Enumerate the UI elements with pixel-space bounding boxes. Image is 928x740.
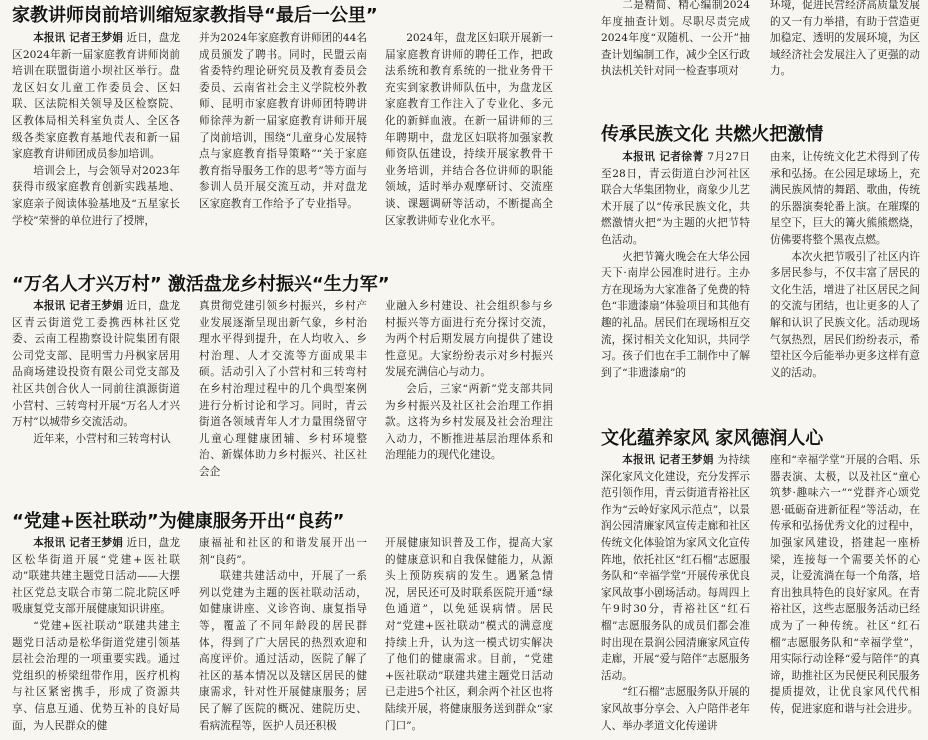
- paragraph: 二是精简、精心编制2024年度抽查计划。尽职尽责完成2024年度“双随机、一公开”抽查计划编制工作，减少全区行政执法机关针对同一检查事项对: [601, 0, 750, 78]
- paragraph: 座和“幸福学堂”开展的合唱、乐器表演、太极，以及社区“童心筑梦·趣味六一”“党群齐心颂党恩·砥砺奋进新征程”等活动，在传承和弘扬优秀文化的过程中，加强家风建设，搭建起一座桥梁，连接每一个需要关怀的心灵，让爱流淌在每一个角落，培育出独具特色的良好家风。在青裕社区，这些志愿服务活动已经成为了一种传统。社区“红石榴”志愿服务队和“幸福学堂”，用实际行动诠释“爱与陪伴”的真谛，助推社区为民便民利民服务提质提效，让优良家风代代相传，促进家庭和谐与社会进步。: [770, 454, 920, 715]
- article-column-1: [601, 0, 750, 83]
- headline: “万名人才兴万村” 激活盘龙乡村振兴“生力军”: [12, 274, 390, 295]
- article-column-3: [385, 535, 553, 740]
- paragraph: 环境，促进民营经济高质量发展的又一有力举措，有助于营造更加稳定、透明的发展环境，为区域经济社会发展注入了更强的动力。: [770, 0, 920, 78]
- byline: 本报讯 记者徐菁: [622, 151, 704, 163]
- paragraph: 近日，盘龙区青云街道党工委携西林社区党委、云南工程勘察设计院集团有限公司党支部、昆明雪力丹枫家居用品商场建设投资有限公司党支部及社区共创合伙人一同前往滇源街道小营村、三转弯村开展“万名人才兴万村”以城带乡交流活动。: [12, 300, 181, 429]
- paragraph: 近日，盘龙区松华街道开展“党建+医社联动”联建共建主题党日活动——大摆社区党总支联合市第二院北院区呼吸康复党支部开展健康知识讲座。: [12, 537, 181, 616]
- article-column-1: [12, 535, 180, 740]
- paragraph: 近年来，小营村和三转弯村认: [33, 432, 171, 445]
- paragraph: 本次火把节吸引了社区内许多居民参与，不仅丰富了居民的文化生活，增进了社区居民之间的交流与团结，也让更多的人了解和认识了民族文化。活动现场气氛热烈，居民们纷纷表示，希望社区今后能举办更多这样有意义的活动。: [770, 250, 920, 379]
- article-column-2: [770, 149, 920, 389]
- article-column-1: [601, 149, 750, 389]
- paragraph: 火把节篝火晚会在大华公园天下·南岸公园准时进行。主办方在现场为大家准备了免费的特色“非遗漆扇”体验项目和其他有趣的礼品。居民们在现场相互交流，探讨相关文化知识，共同学习。孩子们也在手工制作中了解到了“非遗漆扇”的: [601, 250, 750, 379]
- paragraph: 业融入乡村建设、社会组织参与乡村振兴等方面进行充分探讨交流，为两个村后期发展方向提供了建设性意见。大家纷纷表示对乡村振兴发展充满信心与动力。: [385, 300, 553, 379]
- paragraph: “党建+医社联动”联建共建主题党日活动是松华街道党建引领基层社会治理的一项重要实践。通过党组织的桥梁纽带作用，医疗机构与社区紧密携手，形成了资源共享、信息互通、优势互补的良好局面，为人民群众的健: [12, 619, 180, 732]
- article-column-3: [385, 30, 553, 237]
- article-column-2: [770, 0, 920, 83]
- paragraph: “红石榴”志愿服务队开展的家风故事分享会、入户陪伴老年人、举办孝道文化传递讲: [601, 686, 750, 732]
- headline: 文化蕴养家风 家风德润人心: [601, 428, 824, 449]
- article-column-1: [601, 452, 750, 740]
- paragraph: 7月27日至28日，青云街道白沙河社区联合大华集团物业，商象少儿艺术开展了以“传承民族文化，共燃激情火把”为主题的火把节特色活动。: [601, 151, 750, 246]
- paragraph: 2024年，盘龙区妇联开展新一届家庭教育讲师的聘任工作，把政法系统和教育系统的一批业务骨干充实到家教讲师队伍中，为盘龙区家庭教育工作注入了专业化、多元化的新鲜血液。在新一届讲师的三年聘期中，盘龙区妇联将加强家教师资队伍建设，持续开展家教骨干业务培训，并结合各位讲师的职能领域，适时举办观摩研讨、交流座谈、课题调研等活动，不断提高全区家教讲师专业化水平。: [385, 32, 553, 227]
- byline: 本报讯 记者王梦娟: [33, 300, 123, 312]
- paragraph: 联建共建活动中，开展了一系列以党建为主题的医社联动活动，如健康讲座、义诊咨询、康复指导等，覆盖了不同年龄段的居民群体，得到了广大居民的热烈欢迎和高度评价。通过活动，医院了解了社区的基本情况以及辖区居民的健康需求，针对性开展健康服务；居民了解了医院的概况、建院历史、看病流程等，医护人员还积极: [199, 570, 367, 732]
- article-column-2: [199, 298, 367, 478]
- article-column-2: [770, 452, 920, 740]
- paragraph: 真贯彻党建引领乡村振兴，乡村产业发展逐渐呈现出新气象，乡村治理水平得到提升，在人均收入、乡村治理、人才交流等方面成果丰硕。活动引入了小营村和三转弯村在乡村治理过程中的几个典型案例进行分析讨论和学习。同时，青云街道各领域青年人才力量围绕留守儿童心理健康团辅、乡村环境整治、新媒体助力乡村振兴、社区社会企: [199, 300, 367, 478]
- byline: 本报讯 记者王梦娟: [33, 32, 123, 44]
- paragraph: 并为2024年家庭教育讲师团的44名成员颁发了聘书。同时，民盟云南省委特约理论研究员及教育委员会委员、云南省社会主义学院校外教师、昆明市家庭教育讲师团特聘讲师徐萍为新一届家庭教育讲师开展了岗前培训，围绕“儿童身心发展特点与家庭教育指导策略”“关于家庭教育指导服务工作的思考”等方面与参训人员开展交流互动，并对盘龙区家庭教育工作给予了专业指导。: [199, 32, 367, 210]
- paragraph: 由来，让传统文化艺术得到了传承和弘扬。在公园足球场上，充满民族风情的舞蹈、歌曲，传统的乐器演奏轮番上演。在璀璨的星空下，巨大的篝火熊熊燃烧，仿佛要将整个黑夜点燃。: [770, 151, 920, 246]
- headline: “党建+医社联动”为健康服务开出“良药”: [12, 511, 345, 532]
- paragraph: 会后，三家“两新”党支部共同为乡村振兴及社区社会治理工作捐款。这将为乡村发展及社会治理注入动力，不断推进基层治理体系和治理能力的现代化建设。: [385, 382, 553, 462]
- headline: 传承民族文化 共燃火把激情: [601, 124, 824, 145]
- paragraph: 培训会上，与会领导对2023年获得市级家庭教育创新实践基地、家庭亲子阅读体验基地及“五星家长学校”荣誉的单位进行了授牌，: [12, 164, 180, 227]
- paragraph: 为持续深化家风文化建设，充分发挥示范引领作用，青云街道青裕社区作为“云岭好家风示范点”，以景润公园清廉家风宣传走廊和社区传统文化体验馆为家风文化宣传阵地，依托社区“红石榴”志愿服务队和“幸福学堂”开展传承优良家风故事小剧场活动。每周四上午9时30分，青裕社区“红石榴”志愿服务队的成员们都会准时出现在景润公园清廉家风宣传走廊，开展“爱与陪伴”志愿服务活动。: [601, 454, 751, 682]
- article-column-2: [199, 30, 367, 237]
- article-column-3: [385, 298, 553, 468]
- article-column-1: [12, 30, 180, 237]
- byline: 本报讯 记者王梦娟: [33, 537, 123, 549]
- paragraph: 开展健康知识普及工作，提高大家的健康意识和自我保健能力，从源头上预防疾病的发生。遇紧急情况，居民还可及时联系医院开通“绿色通道”，以免延误病情。居民对“党建+医社联动”模式的满意度持续上升，认为这一模式切实解决了他们的健康需求。目前，“党建+医社联动”联建共建主题党日活动已走进5个社区，剩余两个社区也将陆续开展，将健康服务送到群众“家门口”。: [385, 537, 553, 732]
- byline: 本报讯 记者王梦娟: [622, 454, 714, 466]
- article-column-2: [199, 535, 367, 740]
- paragraph: 康福祉和社区的和谐发展开出一剂“良药”。: [199, 537, 367, 566]
- headline: 家教讲师岗前培训缩短家教指导“最后一公里”: [12, 5, 378, 26]
- article-column-1: [12, 298, 180, 468]
- paragraph: 近日，盘龙区2024年新一届家庭教育讲师岗前培训在联盟街道小坝社区举行。盘龙区妇女儿童工作委员会、区妇联、区法院相关领导及区检察院、区教体局相关科室负责人、全区各级各类家庭教育基地代表和新一届家庭教育讲师团成员参加培训。: [12, 32, 181, 161]
